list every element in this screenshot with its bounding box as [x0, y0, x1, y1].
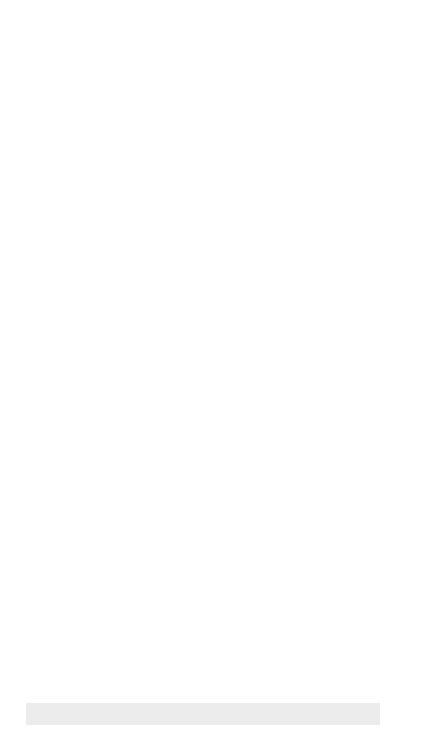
greeting-banner	[26, 703, 380, 725]
